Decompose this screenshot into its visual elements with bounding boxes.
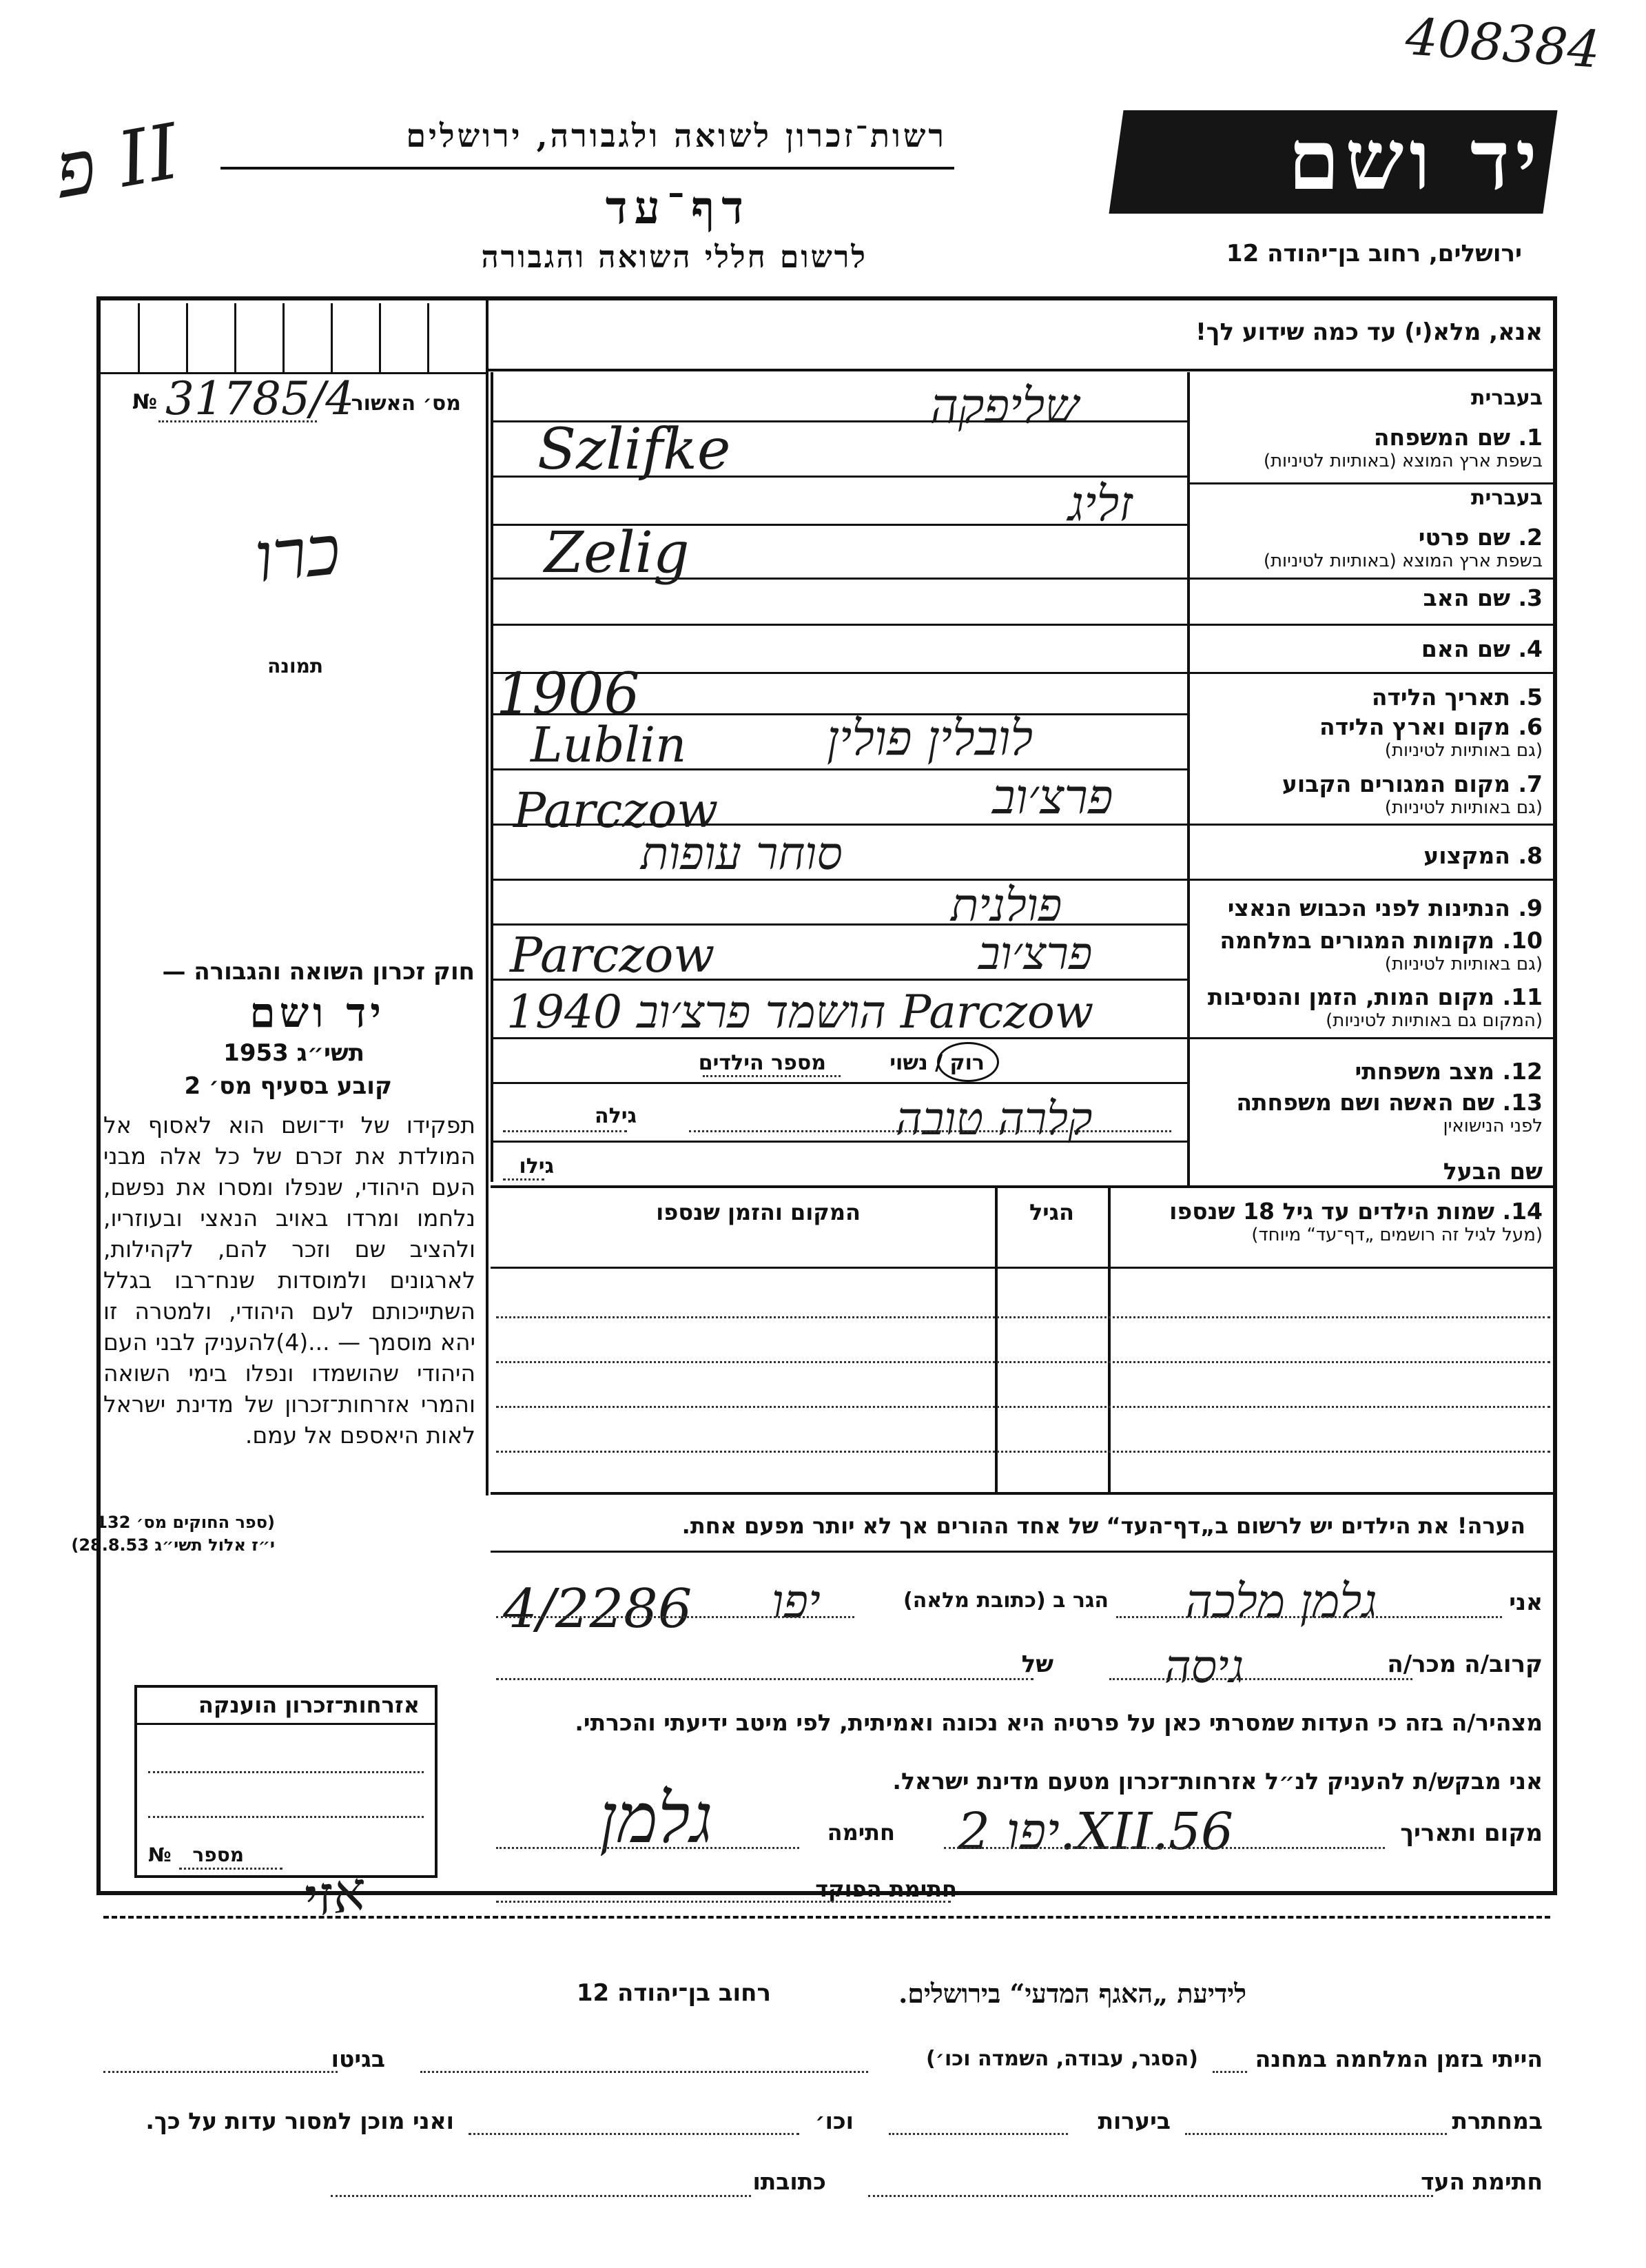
wartime-residence-latin: Parczow bbox=[510, 927, 715, 983]
field-3-label: שם האב bbox=[1423, 584, 1510, 611]
declarant-name: גלמן מלכה bbox=[1185, 1575, 1377, 1629]
address-extra: 4/2286 bbox=[503, 1578, 692, 1640]
field-9: 9. הנתינות לפני הכבוש הנאצי bbox=[1227, 895, 1543, 921]
children-header bbox=[1169, 1198, 1543, 1245]
field-5: 5. תאריך הלידה bbox=[1371, 684, 1543, 711]
footer-witness-signature-label: חתימת העד bbox=[1421, 2168, 1543, 2195]
field-7-label: מקום המגורים הקבוע bbox=[1282, 770, 1510, 797]
field-13-note: לפני הנישואין bbox=[1443, 1116, 1543, 1136]
field-6-label: מקום וארץ הלידה bbox=[1319, 713, 1510, 740]
logo-text: יד ושם bbox=[1288, 112, 1543, 209]
field-12-label: מצב משפחתי bbox=[1355, 1058, 1495, 1085]
footer-camp-note: (הסגר, עבודה, השמדה וכו׳) bbox=[925, 2047, 1198, 2071]
wife-name-value: קלרה טובה bbox=[896, 1092, 1093, 1145]
footer-etc-label: וכו׳ bbox=[815, 2107, 854, 2134]
firstname-latin: Zelig bbox=[544, 520, 690, 586]
approval-label: מס׳ האשור bbox=[351, 391, 461, 416]
field-11: 11. מקום המות, הזמן והנסיבות (המקום גם באותיות לטיניות) bbox=[1207, 983, 1543, 1031]
surname-hebrew: שליפקה bbox=[930, 378, 1079, 434]
children-note: (מעל לגיל זה רושמים „דף־עד“ מיוחד) bbox=[1251, 1225, 1543, 1245]
footer-title: לידיעת „האגף המדעי“ בירושלים. bbox=[898, 1978, 1246, 2009]
request-line: אנא, מלא(י) עד כמה שידוע לך! bbox=[1195, 318, 1543, 346]
children-note-warning: הערה! את הילדים יש לרשום ב„דף־העד“ של אחד ההורים אך לא יותר מפעם אחת. bbox=[681, 1513, 1525, 1539]
husband-age-label: גילו bbox=[519, 1154, 554, 1178]
birthplace-latin: Lublin bbox=[531, 717, 687, 773]
field-2-num: 2. bbox=[1518, 524, 1543, 551]
law-clause: קובע בסעיף מס׳ 2 bbox=[184, 1072, 392, 1100]
relative-label: קרוב/ה מכר/ה bbox=[1387, 1651, 1543, 1678]
field-11-note: (המקום גם באותיות לטיניות) bbox=[1326, 1010, 1543, 1031]
firstname-hebrew: זליג bbox=[1068, 476, 1133, 532]
birth-date-value: 1906 bbox=[496, 662, 640, 727]
approval-number: 31785/4 bbox=[165, 372, 355, 425]
footer-camp-label: הייתי בזמן המלחמה במחנה bbox=[1255, 2045, 1543, 2072]
law-name: יד ושם bbox=[249, 989, 385, 1037]
field-12: 12. מצב משפחתי bbox=[1355, 1058, 1543, 1085]
resident-label: הגר ב (כתובת מלאה) bbox=[903, 1588, 1109, 1613]
field-2-note: בשפת ארץ המוצא (באותיות לטיניות) bbox=[1263, 551, 1543, 571]
place-date-value: יפו 2.XII.56 bbox=[958, 1802, 1234, 1861]
field-8-label: המקצוע bbox=[1423, 842, 1510, 869]
surname-latin: Szlifke bbox=[537, 417, 731, 482]
field-5-label: תאריך הלידה bbox=[1371, 684, 1510, 711]
field-6: 6. מקום וארץ הלידה (גם באותיות לטיניות) bbox=[1319, 713, 1543, 761]
married-circle bbox=[937, 1042, 999, 1082]
field-9-label: הנתינות לפני הכבוש הנאצי bbox=[1227, 895, 1510, 921]
field-7-note: (גם באותיות לטיניות) bbox=[1384, 797, 1543, 818]
signature-value: גלמן bbox=[599, 1778, 713, 1859]
field-1-label: שם המשפחה bbox=[1373, 424, 1510, 451]
footer-forests-label: ביערות bbox=[1098, 2107, 1171, 2134]
signature-label: חתימה bbox=[827, 1819, 895, 1846]
declaration-request: אני מבקש/ת להעניק לנ״ל אזרחות־זכרון מטעם מדינת ישראל. bbox=[892, 1768, 1543, 1795]
law-ref-2: י״ז אלול תשי״ג 28.8.53) bbox=[71, 1535, 275, 1555]
form-subtitle: לרשום חללי השואה והגבורה bbox=[481, 240, 867, 275]
field-13-label: שם האשה ושם משפחתה bbox=[1236, 1089, 1495, 1116]
header-address: ירושלים, רחוב בן־יהודה 12 bbox=[1226, 240, 1522, 267]
field-6-note: (גם באותיות לטיניות) bbox=[1384, 740, 1543, 761]
of-label: של bbox=[1021, 1651, 1053, 1678]
archive-number: 408384 bbox=[1403, 7, 1603, 80]
footer-underground-label: במחתרת bbox=[1452, 2107, 1543, 2134]
children-count-label: מספר הילדים bbox=[698, 1051, 826, 1075]
tear-off-line bbox=[103, 1916, 1550, 1919]
field-1-tag: בעברית bbox=[1471, 386, 1543, 410]
law-title: חוק זכרון השואה והגבורה — bbox=[162, 958, 475, 985]
footer-ghetto-label: בגיטו bbox=[331, 2045, 385, 2072]
footer-address: רחוב בן־יהודה 12 bbox=[576, 1979, 771, 2007]
death-details-value: 1940 הושמד פרצ׳וב Parczow bbox=[506, 985, 1094, 1039]
field-1-note: בשפת ארץ המוצא (באותיות לטיניות) bbox=[1263, 451, 1543, 471]
field-2 bbox=[1264, 486, 1543, 571]
field-13: 13. שם האשה ושם משפחתה לפני הנישואין bbox=[1236, 1089, 1543, 1136]
nationality-value: פולנית bbox=[951, 879, 1062, 932]
children-place-header: המקום והזמן שנספו bbox=[656, 1199, 861, 1225]
stub-boxes bbox=[138, 303, 486, 372]
declarant-label: אני bbox=[1509, 1588, 1543, 1615]
field-4: 4. שם האם bbox=[1421, 635, 1543, 662]
field-4-label: שם האם bbox=[1421, 635, 1510, 662]
approval-no-sign: № bbox=[132, 390, 158, 414]
field-10-note: (גם באותיות לטיניות) bbox=[1384, 954, 1543, 974]
footer-testimony-text: ואני מוכן למסור עדות על כך. bbox=[145, 2107, 454, 2134]
footer-address-label: כתובתו bbox=[752, 2168, 826, 2195]
field-10-label: מקומות המגורים במלחמה bbox=[1220, 927, 1495, 954]
declaration-statement: מצהיר/ה בזה כי העדות שמסרתי כאן על פרטיה היא נכונה ואמיתית, לפי מיטב ידיעתי והכרתי. bbox=[575, 1709, 1543, 1736]
children-title: שמות הילדים עד גיל 18 שנספו bbox=[1169, 1198, 1495, 1225]
margin-mark: פ II bbox=[48, 107, 186, 216]
citizenship-title: אזרחות־זכרון הוענקה bbox=[198, 1692, 420, 1718]
citizenship-initials: אזי bbox=[299, 1860, 369, 1930]
authority-name: רשות־זכרון לשואה ולגבורה, ירושלים bbox=[406, 117, 947, 154]
field-1 bbox=[1264, 386, 1543, 471]
field-10: 10. מקומות המגורים במלחמה (גם באותיות לטיניות) bbox=[1220, 927, 1543, 974]
law-text: תפקידו של יד־ושם הוא לאסוף אל המולדת את זכרם של כל אלה מבני העם היהודי, שנפלו ומסרו את נפשם, נלחמו ומרדו באויב הנאצי ובעוזריו, ולהציב שם וזכר להם, לקהילות, לארגונים ולמוסדות שנח־רבו בגלל השתייכותם לעם היהודי, ולמטרה זו יהא מוסמך — ...(4)להעניק לבני העם היהודי שהושמדו ונפלו בימי השואה והמרי אזרחות־זכרון של מדינת ישראל לאות היאספם אל עמם. bbox=[103, 1112, 475, 1449]
photo-note: כרו bbox=[251, 509, 344, 599]
birthplace-hebrew: לובלין פולין bbox=[827, 710, 1033, 766]
form-title: דף־עד bbox=[605, 181, 750, 234]
wife-age-label: גילה bbox=[595, 1104, 637, 1128]
citizenship-number-label: מספר bbox=[192, 1843, 244, 1866]
law-ref-1: (ספר החוקים מס׳ 132 bbox=[96, 1513, 275, 1532]
marital-status-options: רוק / נשוי bbox=[889, 1051, 985, 1075]
residence-latin: Parczow bbox=[513, 782, 719, 839]
children-num: 14. bbox=[1502, 1198, 1543, 1225]
photo-label: תמונה bbox=[267, 655, 323, 677]
law-year: תשי״ג 1953 bbox=[223, 1039, 364, 1067]
place-date-label: מקום ותאריך bbox=[1400, 1819, 1543, 1847]
relation-value: גיסה bbox=[1164, 1640, 1244, 1693]
field-1-num: 1. bbox=[1518, 424, 1543, 451]
officer-signature-label: חתימת הפוקד bbox=[815, 1876, 957, 1902]
address-value: יפו bbox=[772, 1575, 821, 1629]
field-7: 7. מקום המגורים הקבוע (גם באותיות לטיניות) bbox=[1282, 770, 1543, 818]
citizenship-no-sign: № bbox=[148, 1843, 172, 1866]
field-3: 3. שם האב bbox=[1423, 584, 1543, 611]
field-8: 8. המקצוע bbox=[1423, 842, 1543, 869]
field-2-label: שם פרטי bbox=[1418, 524, 1510, 551]
wartime-residence-hebrew: פרצ׳וב bbox=[978, 927, 1093, 980]
residence-hebrew: פרצ׳וב bbox=[992, 768, 1113, 825]
field-2-tag: בעברית bbox=[1471, 486, 1543, 510]
children-age-header: הגיל bbox=[1029, 1199, 1074, 1225]
field-11-label: מקום המות, הזמן והנסיבות bbox=[1207, 983, 1495, 1010]
profession-value: סוחר עופות bbox=[641, 827, 843, 880]
husband-name-label: שם הבעל bbox=[1443, 1158, 1543, 1185]
